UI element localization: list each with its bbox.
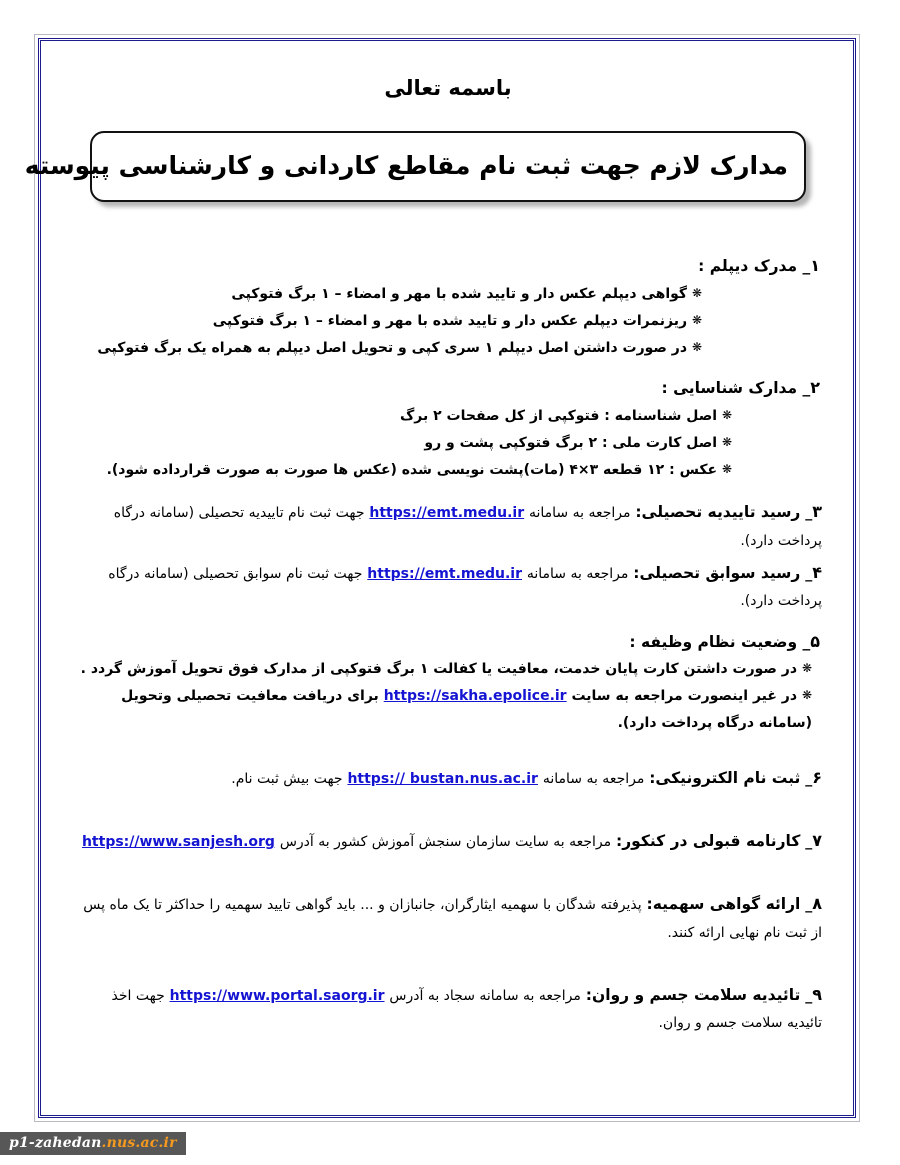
- section-1-number: ۱: [810, 256, 820, 276]
- section-4-paragraph: [74, 557, 822, 616]
- link-bustan-nus[interactable]: https:// bustan.nus.ac.ir: [347, 770, 538, 787]
- section-1-heading: [74, 252, 822, 280]
- star-icon: ❋: [691, 285, 702, 300]
- section-8-paragraph: [74, 888, 822, 947]
- title-box-frame: [24, 131, 806, 202]
- section-1-title: مدرک دیپلم :: [698, 257, 798, 276]
- star-icon: ❋: [721, 407, 732, 422]
- section-5-separator: _: [802, 632, 811, 651]
- section-6-number: ۶: [812, 767, 822, 787]
- section-7-number: ۷: [812, 830, 822, 850]
- site-watermark: [0, 1132, 186, 1155]
- bullet-label: اصل کارت ملی :: [601, 434, 718, 451]
- link-emt-medu-records[interactable]: https://emt.medu.ir: [367, 566, 522, 583]
- bullet-item: [74, 457, 732, 484]
- basmala-heading: باسمه تعالی: [384, 76, 512, 100]
- link-portal-saorg[interactable]: https://www.portal.saorg.ir: [169, 987, 385, 1004]
- bullet-text: فتوکپی از کل صفحات ۲ برگ: [399, 407, 600, 424]
- page-title: مدارک لازم جهت ثبت نام مقاطع کاردانی و کارشناسی پیوسته: [24, 151, 788, 181]
- section-2-separator: _: [802, 379, 811, 398]
- bullet-label: اصل شناسنامه :: [604, 407, 718, 424]
- section-4-number: ۴: [812, 563, 822, 583]
- bullet-item: [74, 430, 732, 457]
- section-diploma: [74, 230, 822, 362]
- link-emt-medu-verification[interactable]: https://emt.medu.ir: [369, 505, 525, 522]
- bullet-item: [74, 656, 812, 683]
- section-9-separator: _: [805, 987, 813, 1004]
- section-education-records-receipt: [74, 557, 822, 616]
- watermark-site-name: p1-zahedan: [9, 1135, 102, 1151]
- section-8-text: پذیرفته شدگان با سهمیه ایثارگران، جانبازان و ... باید گواهی تایید سهمیه را حداکثر تا یک ماه پس از ثبت نام نهایی ارائه کنند.: [83, 897, 822, 941]
- section-6-label: ثبت نام الکترونیکی:: [649, 768, 801, 787]
- bullet-text: در صورت داشتن کارت پایان خدمت، معافیت یا کفالت ۱ برگ فتوکپی از مدارک فوق تحویل آموزش گردد .: [80, 660, 798, 677]
- section-8-separator: _: [805, 897, 813, 914]
- section-9-text-after: جهت اخذ تائیدیه سلامت جسم و روان.: [111, 987, 822, 1032]
- star-icon: ❋: [801, 660, 812, 675]
- section-6-text-after: جهت بیش ثبت نام.: [231, 770, 343, 787]
- watermark-domain: .nus.ac.ir: [101, 1135, 177, 1151]
- bullet-item: [74, 308, 702, 335]
- section-2-title: مدارک شناسایی :: [661, 379, 798, 398]
- section-3-text-before: مراجعه به سامانه: [528, 505, 631, 522]
- section-8-number: ۸: [812, 894, 822, 914]
- bullet-text: گواهی دیپلم عکس دار و تایید شده با مهر و امضاء – ۱ برگ فتوکپی: [231, 285, 688, 302]
- document-title-box: [24, 131, 806, 202]
- section-3-paragraph: [74, 496, 822, 555]
- section-4-text-after: جهت ثبت نام سوابق تحصیلی (سامانه درگاه پرداخت دارد).: [108, 566, 822, 610]
- star-icon: ❋: [801, 688, 812, 703]
- bullet-item: [74, 403, 732, 430]
- section-1-bullets: [74, 281, 822, 363]
- section-3-text-after: جهت ثبت نام تاییدیه تحصیلی (سامانه درگاه پرداخت دارد).: [113, 505, 822, 549]
- section-4-text-before: مراجعه به سامانه: [526, 566, 629, 583]
- section-5-heading: [74, 628, 822, 656]
- section-7-paragraph: [74, 825, 822, 856]
- section-2-number: ۲: [810, 378, 820, 398]
- section-3-number: ۳: [812, 502, 822, 522]
- bullet-text-before: در غیر اینصورت مراجعه به سایت: [571, 688, 798, 705]
- section-electronic-registration: [74, 740, 822, 793]
- sections-list: [74, 230, 822, 1037]
- bullet-item: [74, 335, 702, 362]
- section-5-number: ۵: [810, 631, 820, 651]
- section-3-separator: _: [805, 505, 813, 522]
- star-icon: ❋: [691, 340, 702, 355]
- section-2-heading: [74, 374, 822, 402]
- bullet-text: ۲ برگ فتوکپی پشت و رو: [424, 434, 598, 451]
- section-quota-certificate: [74, 858, 822, 947]
- section-9-number: ۹: [812, 984, 822, 1004]
- section-4-label: رسید سوابق تحصیلی:: [633, 564, 801, 583]
- link-sanjesh[interactable]: https://www.sanjesh.org: [81, 833, 275, 850]
- section-education-verification-receipt: [74, 486, 822, 555]
- bullet-text-after: برای دریافت معافیت تحصیلی وتحویل (سامانه درگاه پرداخت دارد).: [121, 688, 812, 732]
- section-4-separator: _: [805, 566, 813, 583]
- bullet-label: عکس :: [669, 462, 718, 479]
- link-sakha-epolice[interactable]: https://sakha.epolice.ir: [383, 688, 567, 705]
- section-5-title: وضعیت نظام وظیفه :: [629, 632, 798, 651]
- section-9-text-before: مراجعه به سامانه سجاد به آدرس: [389, 987, 581, 1004]
- section-konkur-result-card: [74, 795, 822, 856]
- section-9-label: تائیدیه سلامت جسم و روان:: [585, 985, 801, 1004]
- section-military-service-status: [74, 618, 822, 738]
- section-health-clearance: [74, 949, 822, 1038]
- bullet-item: [74, 683, 812, 738]
- section-1-separator: _: [802, 257, 811, 276]
- star-icon: ❋: [721, 434, 732, 449]
- section-9-paragraph: [74, 979, 822, 1038]
- star-icon: ❋: [721, 462, 732, 477]
- bullet-text: ریزنمرات دیپلم عکس دار و تایید شده با مهر و امضاء – ۱ برگ فتوکپی: [212, 312, 688, 329]
- bullet-item: [74, 281, 702, 308]
- document-content: [24, 48, 848, 1108]
- bullet-text: ۱۲ قطعه ۳×۴ (مات)پشت نویسی شده (عکس ها صورت به صورت قرارداده شود).: [106, 462, 665, 479]
- section-7-separator: _: [805, 833, 813, 850]
- bullet-text: در صورت داشتن اصل دیپلم ۱ سری کپی و تحویل اصل دیپلم به همراه یک برگ فتوکپی: [97, 340, 688, 357]
- section-6-separator: _: [805, 770, 813, 787]
- section-6-paragraph: [74, 762, 822, 793]
- section-identity-documents: [74, 364, 822, 484]
- section-5-bullets: [74, 656, 822, 738]
- section-3-label: رسید تاییدیه تحصیلی:: [635, 503, 801, 522]
- section-7-text-before: مراجعه به سایت سازمان سنجش آموزش کشور به آدرس: [279, 833, 612, 850]
- section-6-text-before: مراجعه به سامانه: [542, 770, 645, 787]
- star-icon: ❋: [691, 312, 702, 327]
- section-7-label: کارنامه قبولی در کنکور:: [616, 831, 801, 850]
- section-8-label: ارائه گواهی سهمیه:: [646, 895, 801, 914]
- section-2-bullets: [74, 403, 822, 485]
